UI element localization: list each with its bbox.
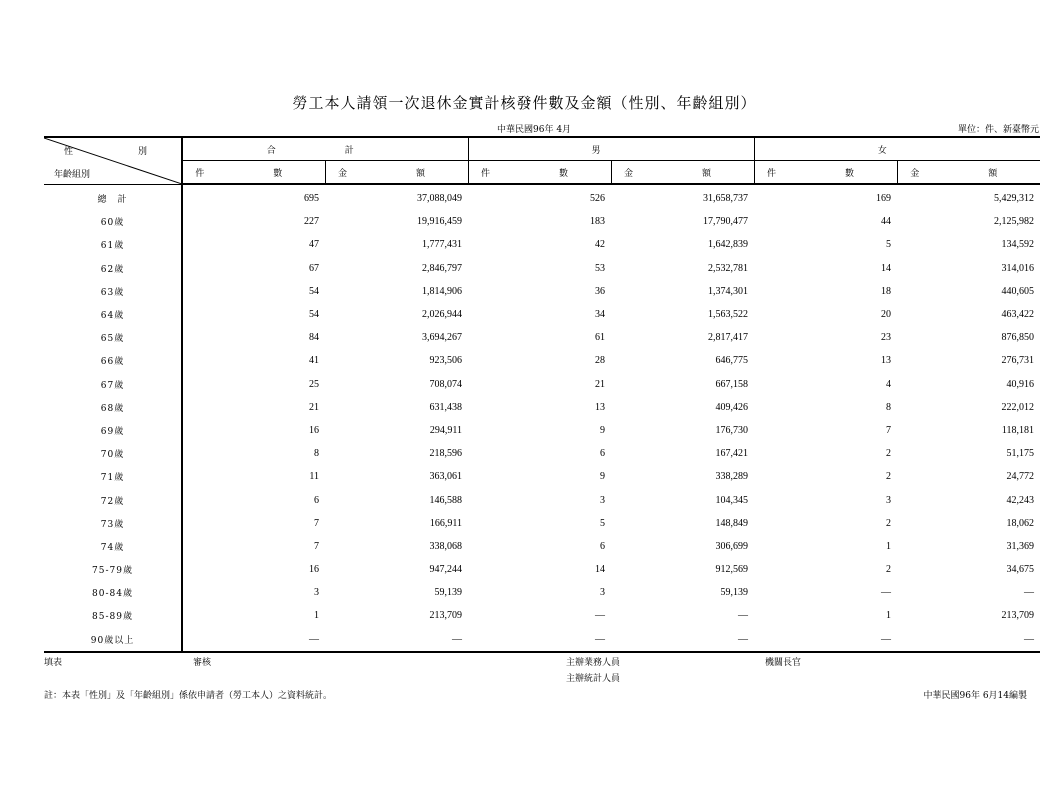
cell-male-count: 42 <box>595 239 606 251</box>
cell-male-amount: 667,158 <box>715 378 749 390</box>
cell-female-count: 1 <box>886 540 892 552</box>
cell-female-count: 2 <box>886 471 892 483</box>
cell-total-count: 1 <box>314 610 319 622</box>
table-row <box>44 419 1040 442</box>
cell-female-amount: 51,175 <box>1006 448 1035 460</box>
cell-total-amount: 294,911 <box>429 424 463 436</box>
col-header-female-amount: 金 額 <box>897 161 1040 185</box>
row-label: 68歲 <box>44 396 182 419</box>
cell-female-amount: 5,429,312 <box>994 193 1035 205</box>
table-body <box>44 184 1040 652</box>
row-label: 63歲 <box>44 280 182 303</box>
unit-label: 單位：件、新臺幣元 <box>957 125 1039 135</box>
cell-male-amount: 17,790,477 <box>703 216 749 228</box>
table-row <box>44 581 1040 604</box>
cell-male-count: 14 <box>595 564 606 576</box>
cell-total-count: 25 <box>309 378 319 390</box>
cell-male-amount: 1,374,301 <box>708 285 749 297</box>
row-label: 69歲 <box>44 419 182 442</box>
footer-review: 審核 <box>193 658 212 668</box>
cell-male-amount: 2,532,781 <box>708 262 749 274</box>
table-row <box>44 184 1040 210</box>
cell-male-count: 13 <box>595 401 606 413</box>
table-row <box>44 303 1040 326</box>
corner-header <box>44 137 182 184</box>
cell-total-count: 21 <box>309 401 319 413</box>
cell-male-count: 61 <box>595 332 606 344</box>
cell-male-amount: 338,289 <box>715 471 749 483</box>
cell-total-count: 6 <box>314 494 319 506</box>
cell-male-amount: 31,658,737 <box>703 193 749 205</box>
cell-female-amount: — <box>1024 587 1035 599</box>
cell-total-amount: 2,846,797 <box>422 262 463 274</box>
cell-total-amount: 708,074 <box>429 378 463 390</box>
cell-male-count: 6 <box>600 540 606 552</box>
cell-female-count: 14 <box>881 262 892 274</box>
cell-male-amount: 1,563,522 <box>708 309 749 321</box>
row-label: 65歲 <box>44 326 182 349</box>
cell-total-count: 11 <box>309 471 319 483</box>
cell-total-count: 695 <box>304 193 319 205</box>
cell-male-count: 34 <box>595 309 606 321</box>
cell-female-amount: 2,125,982 <box>994 216 1035 228</box>
cell-total-amount: 3,694,267 <box>422 332 463 344</box>
table-row <box>44 488 1040 511</box>
cell-male-count: 526 <box>590 193 606 205</box>
cell-total-amount: 923,506 <box>429 355 463 367</box>
cell-female-amount: 118,181 <box>1001 424 1035 436</box>
cell-female-amount: 18,062 <box>1006 517 1035 529</box>
cell-male-count: 53 <box>595 262 606 274</box>
col-header-male-count: 件 數 <box>468 161 611 185</box>
report-date: 中華民國96年 4月 <box>497 125 572 135</box>
row-label: 67歲 <box>44 373 182 396</box>
cell-male-count: 28 <box>595 355 606 367</box>
cell-female-count: 7 <box>886 424 892 436</box>
cell-total-count: 41 <box>309 355 319 367</box>
cell-total-amount: 947,244 <box>429 564 463 576</box>
table-row <box>44 604 1040 627</box>
table-row <box>44 210 1040 233</box>
footer-note: 註：本表「性別」及「年齡組別」係依申請者（勞工本人）之資料統計。 <box>44 691 333 701</box>
table-row <box>44 442 1040 465</box>
table-row <box>44 233 1040 256</box>
table-row <box>44 396 1040 419</box>
cell-male-count: 9 <box>600 424 606 436</box>
cell-male-count: 5 <box>600 517 606 529</box>
cell-female-amount: 314,016 <box>1001 262 1035 274</box>
cell-total-count: 3 <box>314 587 319 599</box>
cell-total-count: — <box>182 628 325 652</box>
row-label: 61歲 <box>44 233 182 256</box>
cell-total-count: 8 <box>314 448 319 460</box>
cell-male-amount: 1,642,839 <box>708 239 749 251</box>
cell-total-count: 54 <box>309 309 319 321</box>
row-label: 64歲 <box>44 303 182 326</box>
cell-female-count: 169 <box>876 193 892 205</box>
cell-female-count: 23 <box>881 332 892 344</box>
cell-male-count: 3 <box>600 494 606 506</box>
cell-female-count: 3 <box>886 494 892 506</box>
cell-male-count: 36 <box>595 285 606 297</box>
report-title: 勞工本人請領一次退休金實計核發件數及金額（性別、年齡組別） <box>292 94 757 112</box>
row-label: 70歲 <box>44 442 182 465</box>
cell-female-count: 2 <box>886 517 892 529</box>
cell-total-amount: 2,026,944 <box>422 309 463 321</box>
cell-female-amount: — <box>897 628 1040 652</box>
cell-female-amount: 222,012 <box>1001 401 1035 413</box>
cell-female-count: 1 <box>886 610 892 622</box>
group-header-total: 合 計 <box>182 137 468 161</box>
group-header-female: 女 <box>754 137 1040 161</box>
group-header-male: 男 <box>468 137 754 161</box>
cell-male-count: 21 <box>595 378 606 390</box>
cell-total-amount: 19,916,459 <box>417 216 463 228</box>
cell-total-count: 67 <box>309 262 319 274</box>
cell-male-count: 9 <box>600 471 606 483</box>
cell-male-amount: 646,775 <box>715 355 749 367</box>
row-label: 72歲 <box>44 488 182 511</box>
cell-female-amount: 34,675 <box>1006 564 1035 576</box>
table-row <box>44 373 1040 396</box>
cell-female-count: 20 <box>881 309 892 321</box>
cell-male-amount: 912,569 <box>715 564 749 576</box>
cell-total-count: 54 <box>309 285 319 297</box>
age-axis-label: 年齡組別 <box>54 169 91 180</box>
cell-male-count: 3 <box>600 587 606 599</box>
cell-total-count: 7 <box>314 540 319 552</box>
cell-female-amount: 31,369 <box>1006 540 1035 552</box>
footer-business-officer: 主辦業務人員 <box>566 658 621 668</box>
cell-male-count: 6 <box>600 448 606 460</box>
cell-male-amount: 167,421 <box>715 448 749 460</box>
cell-female-amount: 42,243 <box>1006 494 1035 506</box>
cell-female-amount: 463,422 <box>1001 309 1035 321</box>
row-label: 85-89歲 <box>44 604 182 627</box>
row-label: 71歲 <box>44 465 182 488</box>
footer-compiled-date: 中華民國96年 6月14編製 <box>923 691 1027 701</box>
row-label: 74歲 <box>44 535 182 558</box>
cell-male-amount: 2,817,417 <box>708 332 749 344</box>
cell-total-count: 84 <box>309 332 319 344</box>
cell-total-amount: 59,139 <box>434 587 463 599</box>
cell-total-count: 7 <box>314 517 319 529</box>
cell-female-amount: 40,916 <box>1006 378 1035 390</box>
row-label: 66歲 <box>44 349 182 372</box>
cell-male-amount: 409,426 <box>715 401 749 413</box>
cell-female-count: 4 <box>886 378 892 390</box>
cell-total-amount: 1,814,906 <box>422 285 463 297</box>
col-header-female-count: 件 數 <box>754 161 897 185</box>
cell-total-amount: 146,588 <box>429 494 463 506</box>
footer-stats-officer: 主辦統計人員 <box>566 674 621 684</box>
col-header-total-count: 件 數 <box>182 161 325 185</box>
table-row <box>44 628 1040 652</box>
cell-female-count: 2 <box>886 448 892 460</box>
row-label: 62歲 <box>44 257 182 280</box>
cell-total-count: 16 <box>309 424 319 436</box>
cell-female-amount: 876,850 <box>1001 332 1035 344</box>
cell-female-count: 5 <box>886 239 892 251</box>
table-row <box>44 257 1040 280</box>
col-header-total-amount: 金 額 <box>325 161 468 185</box>
cell-male-amount: 176,730 <box>715 424 749 436</box>
cell-female-count: 13 <box>881 355 892 367</box>
cell-male-amount: 148,849 <box>715 517 749 529</box>
cell-total-amount: 338,068 <box>429 540 463 552</box>
cell-female-amount: 213,709 <box>1001 610 1035 622</box>
table-row <box>44 558 1040 581</box>
cell-total-amount: — <box>325 628 468 652</box>
table-row <box>44 535 1040 558</box>
row-label: 73歲 <box>44 512 182 535</box>
cell-female-amount: 24,772 <box>1006 471 1035 483</box>
cell-female-count: 44 <box>881 216 892 228</box>
cell-male-amount: 104,345 <box>715 494 749 506</box>
cell-female-amount: 134,592 <box>1001 239 1035 251</box>
cell-male-amount: 306,699 <box>715 540 749 552</box>
table-row <box>44 280 1040 303</box>
cell-total-count: 227 <box>304 216 319 228</box>
footer-fill-form: 填表 <box>44 658 63 668</box>
cell-female-count: — <box>754 628 897 652</box>
statistics-table <box>44 136 1040 653</box>
cell-male-count: — <box>468 628 611 652</box>
cell-male-count: 183 <box>590 216 606 228</box>
cell-total-count: 16 <box>309 564 319 576</box>
cell-total-amount: 37,088,049 <box>417 193 463 205</box>
table-row <box>44 512 1040 535</box>
cell-female-count: 8 <box>886 401 892 413</box>
footer-chief: 機關長官 <box>765 658 802 668</box>
row-label: 75-79歲 <box>44 558 182 581</box>
col-header-male-amount: 金 額 <box>611 161 754 185</box>
table-row <box>44 326 1040 349</box>
table-row <box>44 349 1040 372</box>
table-row <box>44 465 1040 488</box>
cell-total-amount: 166,911 <box>429 517 463 529</box>
cell-male-amount: — <box>611 628 754 652</box>
cell-female-count: 18 <box>881 285 892 297</box>
cell-total-amount: 213,709 <box>429 610 463 622</box>
sex-axis-label: 性 別 <box>63 147 175 157</box>
row-label: 90歲以上 <box>44 628 182 652</box>
cell-total-amount: 218,596 <box>429 448 463 460</box>
row-label: 60歲 <box>44 210 182 233</box>
cell-female-count: 2 <box>886 564 892 576</box>
row-label: 總 計 <box>44 184 182 210</box>
cell-total-amount: 363,061 <box>429 471 463 483</box>
cell-total-count: 47 <box>309 239 319 251</box>
cell-male-count: — <box>595 610 606 622</box>
row-label: 80-84歲 <box>44 581 182 604</box>
cell-female-count: — <box>881 587 892 599</box>
cell-female-amount: 276,731 <box>1001 355 1035 367</box>
cell-male-amount: 59,139 <box>720 587 749 599</box>
cell-female-amount: 440,605 <box>1001 285 1035 297</box>
cell-male-amount: — <box>738 610 749 622</box>
cell-total-amount: 1,777,431 <box>422 239 463 251</box>
cell-total-amount: 631,438 <box>429 401 463 413</box>
